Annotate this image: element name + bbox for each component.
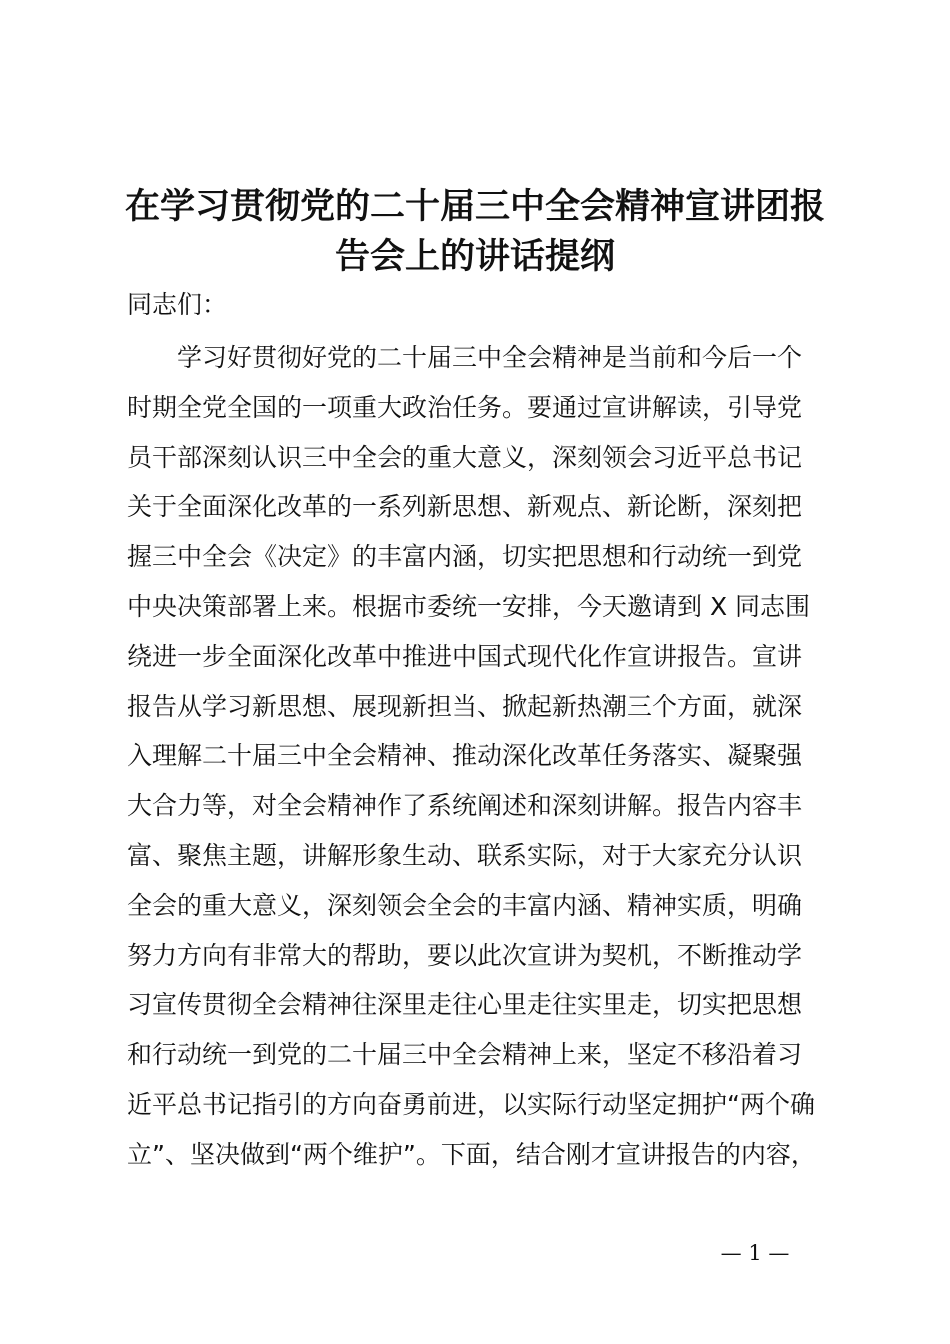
paragraph-line: 入理解二十届三中全会精神、推动深化改革任务落实、凝聚强: [127, 741, 803, 771]
body-paragraph: [127, 333, 837, 1180]
paragraph-line: 握三中全会《决定》的丰富内涵，切实把思想和行动统一到党: [127, 542, 803, 572]
paragraph-line: 近平总书记指引的方向奋勇前进，以实际行动坚定拥护“两个确: [127, 1089, 815, 1119]
paragraph-line: 努力方向有非常大的帮助，要以此次宣讲为契机，不断推动学: [127, 940, 803, 970]
paragraph-line: 富、聚焦主题，讲解形象生动、联系实际，对于大家充分认识: [127, 840, 803, 870]
paragraph-line: 员干部深刻认识三中全会的重大意义，深刻领会习近平总书记: [127, 442, 803, 472]
document-title: [110, 182, 840, 282]
title-line: 告会上的讲话提纲: [334, 237, 615, 277]
page-number: — 1 —: [720, 1241, 790, 1265]
paragraph-line: 中央决策部署上来。根据市委统一安排，今天邀请到 X 同志围: [127, 591, 811, 621]
paragraph-line: 关于全面深化改革的一系列新思想、新观点、新论断，深刻把: [127, 492, 803, 522]
salutation: 同志们：: [127, 290, 228, 319]
paragraph-line: 大合力等，对全会精神作了系统阐述和深刻讲解。报告内容丰: [127, 791, 803, 821]
paragraph-line: 绕进一步全面深化改革中推进中国式现代化作宣讲报告。宣讲: [127, 641, 803, 671]
paragraph-line: 时期全党全国的一项重大政治任务。要通过宣讲解读，引导党: [127, 392, 803, 422]
paragraph-line: 习宣传贯彻全会精神往深里走往心里走往实里走，切实把思想: [127, 990, 803, 1020]
paragraph-line: 和行动统一到党的二十届三中全会精神上来，坚定不移沿着习: [127, 1040, 803, 1070]
paragraph-line: 报告从学习新思想、展现新担当、掀起新热潮三个方面，就深: [127, 691, 803, 721]
paragraph-line: 立”、坚决做到“两个维护”。下面，结合刚才宣讲报告的内容，: [127, 1139, 816, 1169]
title-line: 在学习贯彻党的二十届三中全会精神宣讲团报: [124, 187, 825, 227]
paragraph-line: 学习好贯彻好党的二十届三中全会精神是当前和今后一个: [177, 343, 803, 372]
paragraph-line: 全会的重大意义，深刻领会全会的丰富内涵、精神实质，明确: [127, 890, 803, 920]
